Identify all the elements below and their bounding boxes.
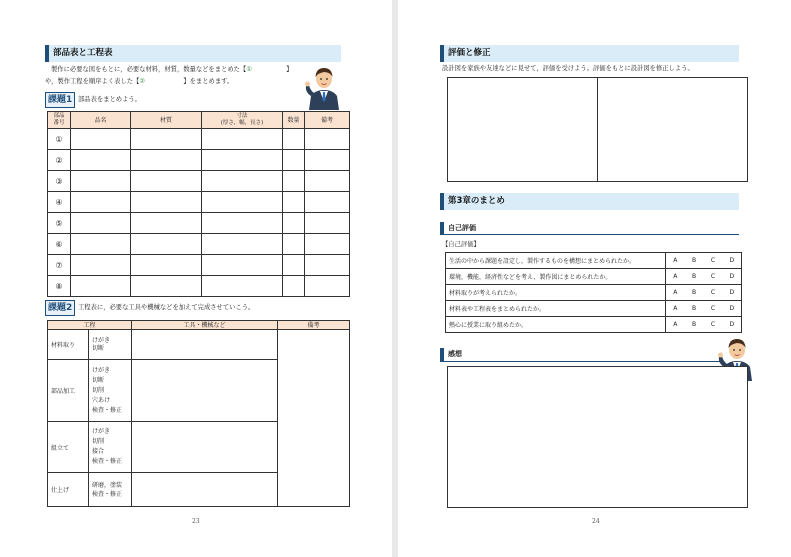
parts-cell[interactable] <box>71 234 131 255</box>
parts-cell[interactable] <box>202 171 283 192</box>
parts-number-cell: ⑤ <box>48 213 71 234</box>
table-row <box>48 192 350 213</box>
process-name: 材料取り <box>48 330 89 360</box>
parts-cell[interactable] <box>131 171 202 192</box>
self-eval-item: 材料表や工程表をまとめられたか。 <box>446 301 666 317</box>
grade-a[interactable]: A <box>666 253 685 269</box>
parts-cell[interactable] <box>131 192 202 213</box>
parts-cell[interactable] <box>305 171 350 192</box>
blank-2: ② <box>139 78 145 85</box>
parts-cell[interactable] <box>305 213 350 234</box>
parts-cell[interactable] <box>202 150 283 171</box>
parts-col-notes: 備考 <box>305 112 350 129</box>
parts-number-cell: ③ <box>48 171 71 192</box>
task2-text: 工程表に，必要な工具や機械などを加えて完成させていこう。 <box>78 304 255 311</box>
parts-cell[interactable] <box>131 276 202 297</box>
grade-b[interactable]: B <box>685 301 704 317</box>
evaluation-box[interactable] <box>447 77 748 182</box>
table-row <box>446 269 742 285</box>
process-tools-cell[interactable] <box>132 330 278 360</box>
table-row <box>48 276 350 297</box>
self-eval-item: 生活の中から課題を設定し，製作するものを構想にまとめられたか。 <box>446 253 666 269</box>
task2-label: 課題2 <box>45 300 75 316</box>
process-name: 仕上げ <box>48 473 89 507</box>
parts-cell[interactable] <box>71 192 131 213</box>
process-header-row <box>48 321 350 330</box>
table-row <box>48 129 350 150</box>
grade-b[interactable]: B <box>685 317 704 333</box>
section-title-summary: 第3章のまとめ <box>440 193 739 210</box>
process-steps: けがき 切断 <box>89 330 132 360</box>
table-row <box>48 234 350 255</box>
section-title-parts: 部品表と工程表 <box>45 45 341 62</box>
process-tools-cell[interactable] <box>132 473 278 507</box>
parts-number-cell: ② <box>48 150 71 171</box>
impression-underline <box>440 361 720 362</box>
self-eval-table <box>445 252 742 333</box>
parts-cell[interactable] <box>283 129 305 150</box>
process-steps: けがき 切断 切削 穴あけ 検査・修正 <box>89 360 132 422</box>
process-tools-cell[interactable] <box>132 422 278 473</box>
grade-d[interactable]: D <box>723 269 742 285</box>
intro-text-2b: 】をまとめます。 <box>183 78 234 85</box>
parts-cell[interactable] <box>71 255 131 276</box>
evaluation-divider <box>597 78 598 181</box>
grade-d[interactable]: D <box>723 253 742 269</box>
table-row <box>48 330 350 360</box>
table-row <box>48 213 350 234</box>
parts-cell[interactable] <box>71 171 131 192</box>
grade-d[interactable]: D <box>723 317 742 333</box>
process-name: 部品加工 <box>48 360 89 422</box>
parts-cell[interactable] <box>71 129 131 150</box>
grade-b[interactable]: B <box>685 253 704 269</box>
process-col-step: 工程 <box>48 321 132 330</box>
parts-cell[interactable] <box>305 234 350 255</box>
table-row <box>48 171 350 192</box>
parts-number-cell: ④ <box>48 192 71 213</box>
grade-a[interactable]: A <box>666 269 685 285</box>
parts-col-number: 部品 番号 <box>48 112 71 129</box>
page-right <box>398 0 791 557</box>
parts-cell[interactable] <box>305 129 350 150</box>
intro-text-2: や，製作工程を順序よく表した【 <box>45 78 140 85</box>
parts-cell[interactable] <box>202 213 283 234</box>
process-name: 組立て <box>48 422 89 473</box>
parts-cell[interactable] <box>131 255 202 276</box>
process-tools-cell[interactable] <box>132 360 278 422</box>
table-row <box>48 150 350 171</box>
parts-cell[interactable] <box>283 171 305 192</box>
self-eval-bracket: 【自己評価】 <box>442 241 480 248</box>
table-row <box>446 301 742 317</box>
page-number-right: 24 <box>592 518 600 525</box>
parts-cell[interactable] <box>131 234 202 255</box>
self-eval-item: 熱心に授業に取り組めたか。 <box>446 317 666 333</box>
grade-a[interactable]: A <box>666 317 685 333</box>
process-steps: 研磨，塗装 検査・修正 <box>89 473 132 507</box>
self-eval-item: 環境，機能，経済性などを考え，製作図にまとめられたか。 <box>446 269 666 285</box>
task1-label: 課題1 <box>45 92 75 108</box>
grade-d[interactable]: D <box>723 285 742 301</box>
parts-cell[interactable] <box>283 213 305 234</box>
intro-line-1 <box>51 64 293 76</box>
parts-number-cell: ⑧ <box>48 276 71 297</box>
parts-table <box>47 111 350 297</box>
grade-c[interactable]: C <box>704 301 723 317</box>
grade-d[interactable]: D <box>723 301 742 317</box>
parts-number-cell: ① <box>48 129 71 150</box>
process-col-tools: 工具・機械など <box>132 321 278 330</box>
table-row <box>446 317 742 333</box>
process-table <box>47 320 350 507</box>
grade-c[interactable]: C <box>704 317 723 333</box>
parts-cell[interactable] <box>305 150 350 171</box>
parts-cell[interactable] <box>283 234 305 255</box>
page-left <box>0 0 392 557</box>
parts-cell[interactable] <box>202 192 283 213</box>
grade-a[interactable]: A <box>666 301 685 317</box>
teacher-illustration-icon <box>303 62 345 110</box>
page-number-left: 23 <box>192 518 200 525</box>
intro-text-1: 製作に必要な図をもとに，必要な材料，材質，数量などをまとめた【 <box>51 66 247 73</box>
parts-cell[interactable] <box>202 255 283 276</box>
parts-col-name: 品名 <box>71 112 131 129</box>
parts-cell[interactable] <box>283 150 305 171</box>
impression-heading: 感想 <box>440 348 739 361</box>
parts-cell[interactable] <box>283 276 305 297</box>
task1-text: 部品表をまとめよう。 <box>78 96 141 103</box>
blank-1: ① <box>246 66 252 73</box>
parts-cell[interactable] <box>131 150 202 171</box>
parts-number-cell: ⑥ <box>48 234 71 255</box>
table-row <box>446 285 742 301</box>
grade-b[interactable]: B <box>685 269 704 285</box>
parts-cell[interactable] <box>305 192 350 213</box>
grade-c[interactable]: C <box>704 269 723 285</box>
parts-header-row <box>48 112 350 129</box>
parts-cell[interactable] <box>131 213 202 234</box>
grade-b[interactable]: B <box>685 285 704 301</box>
parts-cell[interactable] <box>202 129 283 150</box>
intro-line-2 <box>45 76 233 88</box>
intro-text-1b: 】 <box>286 66 293 73</box>
parts-cell[interactable] <box>202 276 283 297</box>
parts-col-quantity: 数量 <box>283 112 305 129</box>
table-row <box>446 253 742 269</box>
grade-a[interactable]: A <box>666 285 685 301</box>
parts-col-material: 材質 <box>131 112 202 129</box>
evaluation-text: 設計図を家族や友達などに見せて，評価を受けよう。評価をもとに設計図を修正しよう。 <box>442 65 694 72</box>
parts-cell[interactable] <box>71 276 131 297</box>
grade-c[interactable]: C <box>704 253 723 269</box>
parts-cell[interactable] <box>71 213 131 234</box>
parts-cell[interactable] <box>305 276 350 297</box>
table-row <box>48 255 350 276</box>
parts-col-dimensions: 寸法 (厚さ，幅，長さ) <box>202 112 283 129</box>
parts-cell[interactable] <box>202 234 283 255</box>
parts-number-cell: ⑦ <box>48 255 71 276</box>
self-eval-item: 材料取りが考えられたか。 <box>446 285 666 301</box>
parts-cell[interactable] <box>131 129 202 150</box>
impression-box[interactable] <box>447 366 748 508</box>
process-notes-cell[interactable] <box>278 330 350 507</box>
parts-cell[interactable] <box>283 192 305 213</box>
section-title-evaluation: 評価と修正 <box>440 45 739 62</box>
parts-cell[interactable] <box>305 255 350 276</box>
grade-c[interactable]: C <box>704 285 723 301</box>
parts-cell[interactable] <box>283 255 305 276</box>
process-steps: けがき 切削 接合 検査・修正 <box>89 422 132 473</box>
self-eval-heading: 自己評価 <box>440 222 739 235</box>
parts-cell[interactable] <box>71 150 131 171</box>
process-col-notes: 備考 <box>278 321 350 330</box>
